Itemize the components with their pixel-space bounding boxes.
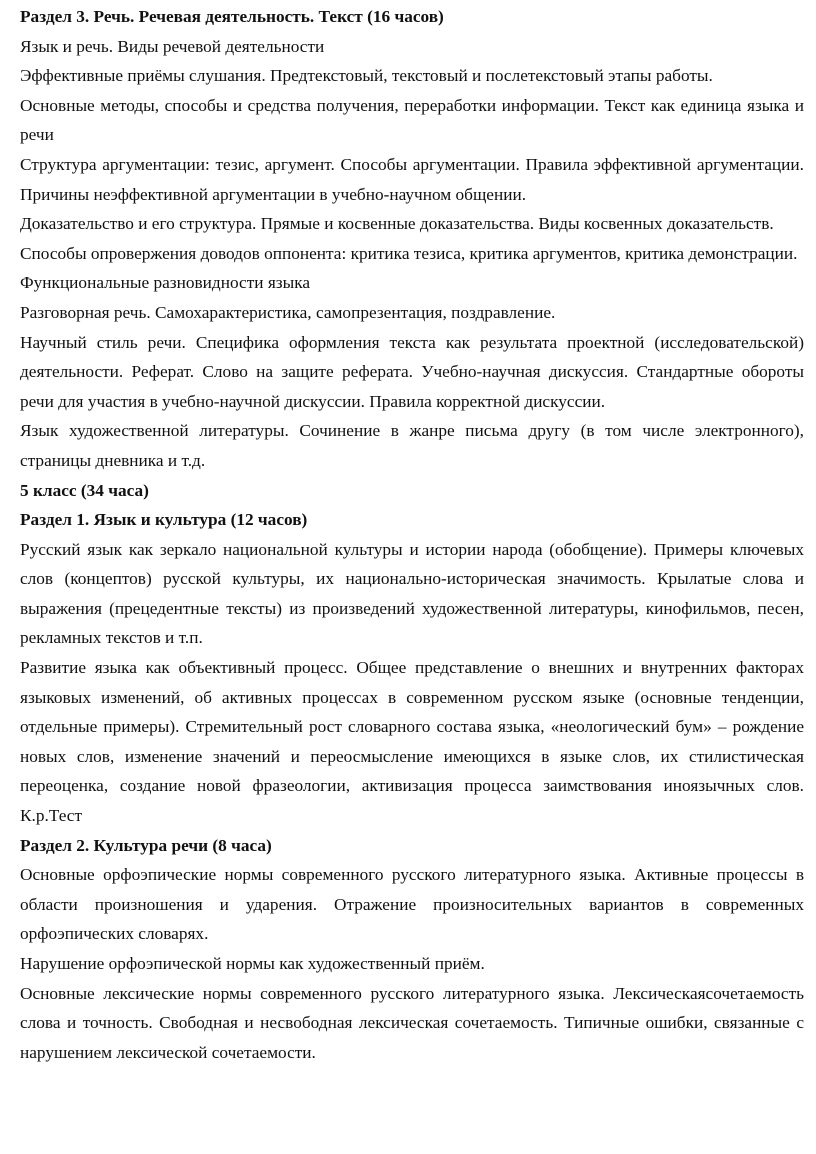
paragraph: Доказательство и его структура. Прямые и косвенные доказательства. Виды косвенных доказательств.: [20, 214, 774, 234]
paragraph: Развитие языка как объективный процесс. Общее представление о внешних и внутренних факторах языковых изменений, об активных процессах в современном русском языке (основные тенденции, отдельные примеры). Стремительный рост словарного состава языка, «неологический бум» – рождение новых слов, изменение значений и переосмысление имеющихся в языке слов, их стилистическая переоценка, создание новой фразеологии, активизация процесса заимствования иноязычных слов. К.р.Тест: [20, 658, 804, 826]
paragraph: Структура аргументации: тезис, аргумент. Способы аргументации. Правила эффективной аргументации. Причины неэффективной аргументации в учебно-научном общении.: [20, 154, 804, 204]
paragraph: Разговорная речь. Самохарактеристика, самопрезентация, поздравление.: [20, 302, 556, 322]
paragraph: Способы опровержения доводов оппонента: критика тезиса, критика аргументов, критика демонстрации.: [20, 243, 798, 263]
paragraph: Эффективные приёмы слушания. Предтекстовый, текстовый и послетекстовый этапы работы.: [20, 66, 713, 86]
paragraph: Научный стиль речи. Специфика оформления текста как результата проектной (исследовательской) деятельности. Реферат. Слово на защите реферата. Учебно-научная дискуссия. Стандартные обороты речи для участия в учебно-научной дискуссии. Правила корректной дискуссии.: [20, 332, 804, 411]
grade-heading: 5 класс (34 часа): [20, 480, 149, 500]
section-heading: Раздел 3. Речь. Речевая деятельность. Текст (16 часов): [20, 7, 444, 26]
paragraph: Основные орфоэпические нормы современного русского литературного языка. Активные процессы в области произношения и ударения. Отражение произносительных вариантов в современных орфоэпических словарях.: [20, 865, 804, 944]
paragraph: Русский язык как зеркало национальной культуры и истории народа (обобщение). Примеры ключевых слов (концептов) русской культуры, их национально-историческая значимость. Крылатые слова и выражения (прецедентные тексты) из произведений художественной литературы, кинофильмов, песен, рекламных текстов и т.п.: [20, 539, 804, 648]
paragraph: Нарушение орфоэпической нормы как художественный приём.: [20, 954, 485, 973]
paragraph: Основные лексические нормы современного русского литературного языка. Лексическаясочетаемость слова и точность. Свободная и несвободная лексическая сочетаемость. Типичные ошибки, связанные с нарушением лексической сочетаемости.: [20, 983, 804, 1062]
section-heading: Раздел 1. Язык и культура (12 часов): [20, 510, 308, 530]
section-heading: Раздел 2. Культура речи (8 часа): [20, 835, 272, 855]
paragraph: Язык и речь. Виды речевой деятельности: [20, 36, 325, 56]
paragraph: Основные методы, способы и средства получения, переработки информации. Текст как единица языка и речи: [20, 95, 804, 145]
paragraph: Функциональные разновидности языка: [20, 273, 311, 293]
paragraph: Язык художественной литературы. Сочинение в жанре письма другу (в том числе электронного), страницы дневника и т.д.: [20, 421, 804, 470]
